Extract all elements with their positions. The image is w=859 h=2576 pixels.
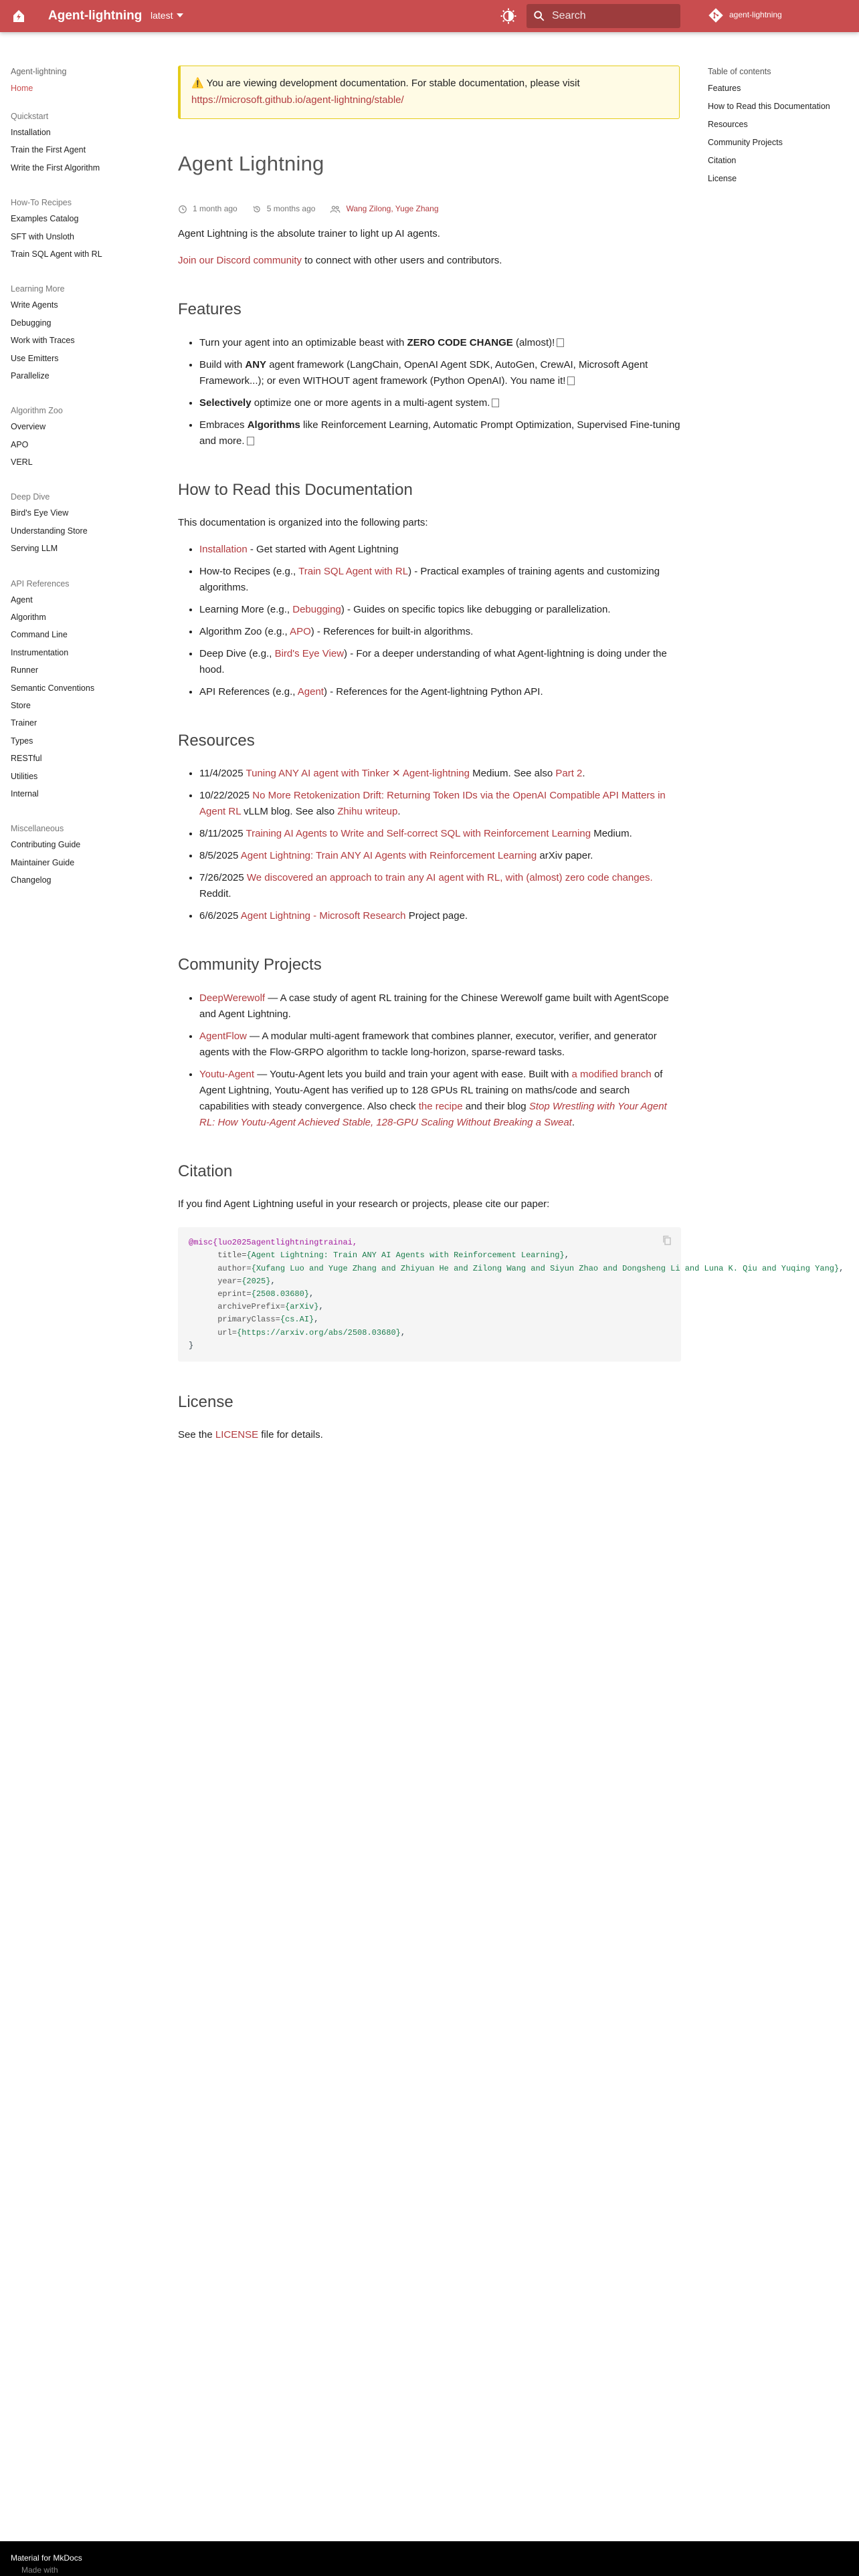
text: Medium. xyxy=(591,828,632,840)
toc-item-citation[interactable]: Citation xyxy=(708,156,737,165)
text: file for details. xyxy=(258,1429,323,1441)
code-value: {2025} xyxy=(242,1276,271,1286)
code-key: primaryClass= xyxy=(189,1315,280,1325)
nav-item-write-first-algorithm[interactable]: Write the First Algorithm xyxy=(11,163,100,173)
nav-item-store[interactable]: Store xyxy=(11,700,31,710)
how-to-read-heading: How to Read this Documentation xyxy=(178,480,413,499)
text: Reddit. xyxy=(199,888,231,900)
citation-code-block[interactable]: @misc{luo2025agentlightningtrainai, title={Agent Lightning: Train ANY AI Agents with Reinforcement Learning}, author={Xufang Luo and Yuge Zhang and Zhiyuan He and Zilong Wang and Siyun Zhao and Dongsheng Li and Luna K. Qiu and Yuqing Yang}, year={2025}, eprint={2508.03680}, archivePrefix={arXiv}, primaryClass={cs.AI}, url={https://arxiv.org/abs/2508.03680}, } xyxy=(178,1227,681,1362)
bold-text: Algorithms xyxy=(247,419,300,431)
warning-text: ⚠️ You are viewing development documentation. For stable documentation, please visit xyxy=(191,78,580,89)
code-value: {2508.03680} xyxy=(251,1289,310,1299)
birds-eye-view-link[interactable]: Bird's Eye View xyxy=(274,648,345,660)
git-icon xyxy=(707,7,725,24)
resource-link[interactable]: Part 2 xyxy=(555,768,583,780)
list-item xyxy=(199,1067,681,1131)
footer-text xyxy=(11,2553,82,2575)
nav-section-learning-more xyxy=(11,284,158,388)
nav-item-trainer[interactable]: Trainer xyxy=(11,718,37,728)
code-line: @misc{luo2025agentlightningtrainai, xyxy=(189,1238,358,1248)
authors-icon xyxy=(330,205,341,214)
list-item xyxy=(199,908,681,924)
nav-section-title: How-To Recipes xyxy=(11,198,72,208)
repo-name: agent-lightning xyxy=(729,10,782,19)
apo-link[interactable]: APO xyxy=(290,626,311,638)
nav-item-internal[interactable]: Internal xyxy=(11,788,39,798)
authors-link[interactable]: Wang Zilong, Yuge Zhang xyxy=(346,204,439,214)
list-item xyxy=(199,826,681,842)
text: ) - References for built-in algorithms. xyxy=(310,626,474,638)
list-item xyxy=(199,542,681,558)
project-link[interactable]: AgentFlow xyxy=(199,1030,247,1042)
resource-link[interactable]: We discovered an approach to train any AI agent with RL, with (almost) zero code changes. xyxy=(246,872,653,884)
toc-item-features[interactable]: Features xyxy=(708,84,741,93)
emoji-icon xyxy=(567,377,575,385)
text: Learning More (e.g., xyxy=(199,604,293,616)
created-date: 5 months ago xyxy=(266,204,316,214)
citation-heading: Citation xyxy=(178,1162,233,1180)
nav-section-title: Quickstart xyxy=(11,112,49,121)
nav-item-command-line[interactable]: Command Line xyxy=(11,630,68,640)
text: . xyxy=(397,806,401,818)
bold-text: ZERO CODE CHANGE xyxy=(407,336,513,348)
list-item xyxy=(199,684,681,700)
chevron-down-icon xyxy=(177,13,183,17)
toc-item-resources[interactable]: Resources xyxy=(708,120,748,129)
mkdocs-material-link[interactable]: Material for MkDocs xyxy=(11,2553,82,2563)
license-link[interactable]: LICENSE xyxy=(215,1429,259,1441)
code-value: {Agent Lightning: Train ANY AI Agents with Reinforcement Learning} xyxy=(246,1251,565,1261)
license-heading: License xyxy=(178,1392,233,1411)
top-header xyxy=(0,0,859,32)
code-line: } xyxy=(189,1340,194,1350)
nav-section-title: Algorithm Zoo xyxy=(11,406,63,416)
nav-item-examples-catalog[interactable]: Examples Catalog xyxy=(11,214,79,224)
project-link[interactable]: DeepWerewolf xyxy=(199,992,266,1004)
code-key: url= xyxy=(189,1327,237,1337)
emoji-icon xyxy=(492,399,499,407)
nav-item-runner[interactable]: Runner xyxy=(11,665,38,675)
code-value: {cs.AI} xyxy=(280,1315,314,1325)
project-link[interactable]: Youtu-Agent xyxy=(199,1068,255,1080)
code-key: author= xyxy=(189,1263,252,1273)
text: Build with xyxy=(199,358,246,370)
nav-section-how-to xyxy=(11,198,158,266)
nav-section-title: API References xyxy=(11,578,70,588)
discord-para xyxy=(178,253,681,269)
search-input[interactable] xyxy=(552,9,672,23)
toc-item-license[interactable]: License xyxy=(708,174,737,183)
text: Turn your agent into an optimizable beast with xyxy=(199,336,407,348)
nav-item-maintainer-guide[interactable]: Maintainer Guide xyxy=(11,857,75,867)
citation-intro: If you find Agent Lightning useful in your research or projects, please cite our paper: xyxy=(178,1198,550,1210)
text: of Agent Lightning, Youtu-Agent has verified up to 128 GPUs RL training on maths/code and search capabilities with steady convergence. Also check xyxy=(199,1068,663,1112)
nav-item-verl[interactable]: VERL xyxy=(11,457,33,467)
nav-item-parallelize[interactable]: Parallelize xyxy=(11,370,50,381)
list-item xyxy=(199,870,681,902)
date: 10/22/2025 xyxy=(199,790,253,802)
blog-link[interactable]: Stop Wrestling with Your Agent RL: How Youtu-Agent Achieved Stable, 128-GPU Scaling Without Breaking a Sweat xyxy=(199,1100,667,1128)
features-heading: Features xyxy=(178,300,242,319)
debugging-link[interactable]: Debugging xyxy=(292,604,341,616)
text: ) - Practical examples of training agents and customizing algorithms. xyxy=(199,566,660,594)
date: 11/4/2025 xyxy=(199,768,246,780)
bold-text: Selectively xyxy=(199,397,252,409)
search-box[interactable] xyxy=(527,4,680,28)
nav-section-algorithm-zoo xyxy=(11,406,158,474)
text: ) - References for the Agent-lightning Python API. xyxy=(323,686,543,698)
train-sql-link[interactable]: Train SQL Agent with RL xyxy=(298,566,409,578)
resource-link[interactable]: Agent Lightning - Microsoft Research xyxy=(240,910,406,922)
stable-docs-link[interactable]: https://microsoft.github.io/agent-lightning/stable/ xyxy=(191,94,404,106)
agent-link[interactable]: Agent xyxy=(297,686,324,698)
page-meta xyxy=(178,203,681,215)
nav-item-semantic-conventions[interactable]: Semantic Conventions xyxy=(11,683,95,693)
text: . xyxy=(582,768,585,780)
text: - Get started with Agent Lightning xyxy=(247,544,399,556)
resources-list xyxy=(178,766,681,924)
nav-item-contributing-guide[interactable]: Contributing Guide xyxy=(11,840,81,850)
copy-icon[interactable] xyxy=(662,1235,672,1245)
resource-link[interactable]: Training AI Agents to Write and Self-correct SQL with Reinforcement Learning xyxy=(246,828,591,840)
nav-item-overview[interactable]: Overview xyxy=(11,422,46,432)
page-footer xyxy=(0,2541,859,2576)
table-of-contents xyxy=(708,67,855,192)
nav-section-deep-dive xyxy=(11,492,158,560)
nav-item-use-emitters[interactable]: Use Emitters xyxy=(11,353,59,363)
nav-item-understanding-store[interactable]: Understanding Store xyxy=(11,526,88,536)
toc-item-how-to-read[interactable]: How to Read this Documentation xyxy=(708,102,830,111)
discord-text: to connect with other users and contributors. xyxy=(302,255,502,267)
recipe-link[interactable]: the recipe xyxy=(418,1100,463,1112)
code-key: title= xyxy=(189,1251,247,1261)
nav-home[interactable]: Home xyxy=(11,84,33,93)
resource-link[interactable]: Tuning ANY AI agent with Tinker ✕ Agent-lightning xyxy=(246,768,470,780)
community-list xyxy=(178,990,681,1131)
date: 7/26/2025 xyxy=(199,872,247,884)
nav-item-write-agents[interactable]: Write Agents xyxy=(11,300,58,310)
text: agent framework (LangChain, OpenAI Agent SDK, AutoGen, CrewAI, Microsoft Agent Framework...); or even WITHOUT agent framework (Python OpenAI). You name it! xyxy=(199,358,648,387)
intro-text: Agent Lightning is the absolute trainer to light up AI agents. xyxy=(178,228,440,240)
list-item xyxy=(199,624,681,640)
brightness-toggle-icon[interactable] xyxy=(500,8,516,24)
emoji-icon xyxy=(247,437,254,445)
nav-item-train-sql-agent[interactable]: Train SQL Agent with RL xyxy=(11,249,102,259)
text: — A modular multi-agent framework that combines planner, executor, verifier, and generator agents with the Flow-GRPO algorithm to tackle long-horizon, sparse-reward tasks. xyxy=(199,1030,657,1058)
list-item xyxy=(199,990,681,1023)
discord-link[interactable]: Join our Discord community xyxy=(178,255,302,267)
nav-section-miscellaneous xyxy=(11,824,158,892)
text: like Reinforcement Learning, Automatic Prompt Optimization, Supervised Fine-tuning and more. xyxy=(199,419,680,447)
code-key: eprint= xyxy=(189,1289,252,1299)
search-icon xyxy=(533,10,545,22)
nav-item-sft-unsloth[interactable]: SFT with Unsloth xyxy=(11,231,74,241)
nav-site-title: Agent-lightning xyxy=(11,67,67,76)
how-to-read-intro: This documentation is organized into the following parts: xyxy=(178,517,428,529)
home-logo-icon[interactable] xyxy=(11,8,27,24)
text: vLLM blog. See also xyxy=(241,806,338,818)
list-item xyxy=(199,788,681,820)
last-updated: 1 month ago xyxy=(193,204,237,214)
text: How-to Recipes (e.g., xyxy=(199,566,299,578)
text: Project page. xyxy=(405,910,468,922)
nav-item-restful[interactable]: RESTful xyxy=(11,754,42,764)
version-selector[interactable] xyxy=(151,10,183,21)
made-with-text: Made with xyxy=(21,2565,58,2575)
list-item xyxy=(199,564,681,596)
resource-link[interactable]: Zhihu writeup xyxy=(337,806,398,818)
nav-item-changelog[interactable]: Changelog xyxy=(11,875,52,885)
left-navigation xyxy=(11,67,158,911)
list-item xyxy=(199,357,681,389)
date: 6/6/2025 xyxy=(199,910,241,922)
page-title: Agent Lightning xyxy=(178,151,324,175)
installation-link[interactable]: Installation xyxy=(199,544,248,556)
nav-section-title: Learning More xyxy=(11,284,65,294)
nav-item-installation[interactable]: Installation xyxy=(11,128,51,137)
how-to-read-list xyxy=(178,542,681,700)
text: — A case study of agent RL training for the Chinese Werewolf game built with AgentScope and Agent Lightning. xyxy=(199,992,669,1020)
nav-section-api-references xyxy=(11,579,158,807)
text: optimize one or more agents in a multi-agent system. xyxy=(251,397,490,409)
list-item xyxy=(199,395,681,411)
branch-link[interactable]: a modified branch xyxy=(571,1068,652,1080)
text: Embraces xyxy=(199,419,248,431)
list-item xyxy=(199,646,681,678)
list-item xyxy=(199,417,681,449)
nav-item-utilities[interactable]: Utilities xyxy=(11,771,38,781)
text: (almost)! xyxy=(512,336,555,348)
text: Medium. See also xyxy=(469,768,556,780)
nav-section-quickstart xyxy=(11,112,158,180)
nav-item-train-first-agent[interactable]: Train the First Agent xyxy=(11,145,86,155)
code-key: year= xyxy=(189,1276,242,1286)
nav-section-title: Miscellaneous xyxy=(11,824,64,834)
text: API References (e.g., xyxy=(199,686,298,698)
text: Algorithm Zoo (e.g., xyxy=(199,626,290,638)
license-text xyxy=(178,1427,681,1443)
text: . xyxy=(571,1116,575,1128)
list-item xyxy=(199,335,681,351)
clock-icon xyxy=(178,205,187,214)
nav-item-debugging[interactable]: Debugging xyxy=(11,318,52,328)
nav-item-instrumentation[interactable]: Instrumentation xyxy=(11,647,69,657)
toc-item-community-projects[interactable]: Community Projects xyxy=(708,138,783,147)
dev-docs-warning xyxy=(178,66,680,119)
code-value: {arXiv} xyxy=(285,1302,319,1312)
nav-item-work-with-traces[interactable]: Work with Traces xyxy=(11,336,75,346)
list-item xyxy=(199,848,681,864)
list-item xyxy=(199,602,681,618)
site-title[interactable]: Agent-lightning xyxy=(48,9,142,23)
resources-heading: Resources xyxy=(178,732,255,750)
text: See the xyxy=(178,1429,215,1441)
code-key: archivePrefix= xyxy=(189,1302,286,1312)
text: and their blog xyxy=(462,1100,529,1112)
date: 8/11/2025 xyxy=(199,828,246,840)
nav-item-types[interactable]: Types xyxy=(11,736,33,746)
community-heading: Community Projects xyxy=(178,956,322,974)
nav-item-apo[interactable]: APO xyxy=(11,439,29,449)
nav-item-birds-eye-view[interactable]: Bird's Eye View xyxy=(11,508,69,518)
history-icon xyxy=(252,205,262,214)
emoji-icon xyxy=(557,338,564,347)
code-value: {https://arxiv.org/abs/2508.03680} xyxy=(237,1327,401,1337)
nav-item-agent[interactable]: Agent xyxy=(11,595,33,605)
text: ) - Guides on specific topics like debugging or parallelization. xyxy=(341,604,611,616)
bold-text: ANY xyxy=(245,358,267,370)
resource-link[interactable]: Agent Lightning: Train ANY AI Agents with Reinforcement Learning xyxy=(240,850,537,862)
date: 8/5/2025 xyxy=(199,850,241,862)
text: arXiv paper. xyxy=(537,850,593,862)
nav-item-algorithm[interactable]: Algorithm xyxy=(11,613,46,623)
text: ) - For a deeper understanding of what Agent-lightning is doing under the hood. xyxy=(199,648,667,676)
list-item xyxy=(199,1029,681,1061)
nav-section-title: Deep Dive xyxy=(11,492,50,502)
text: Deep Dive (e.g., xyxy=(199,648,275,660)
code-value: {Xufang Luo and Yuge Zhang and Zhiyuan He and Zilong Wang and Siyun Zhao and Dongsheng Li and Luna K. Qiu and Yuqing Yang} xyxy=(251,1263,840,1273)
toc-title: Table of contents xyxy=(708,67,771,76)
version-label: latest xyxy=(151,10,173,21)
features-list xyxy=(178,335,681,449)
text: — Youtu-Agent lets you build and train your agent with ease. Built with xyxy=(254,1068,572,1080)
nav-item-serving-llm[interactable]: Serving LLM xyxy=(11,544,58,554)
resource-link[interactable]: No More Retokenization Drift: Returning Token IDs via the OpenAI Compatible API Matters in Agent RL xyxy=(199,790,666,818)
list-item xyxy=(199,766,681,782)
